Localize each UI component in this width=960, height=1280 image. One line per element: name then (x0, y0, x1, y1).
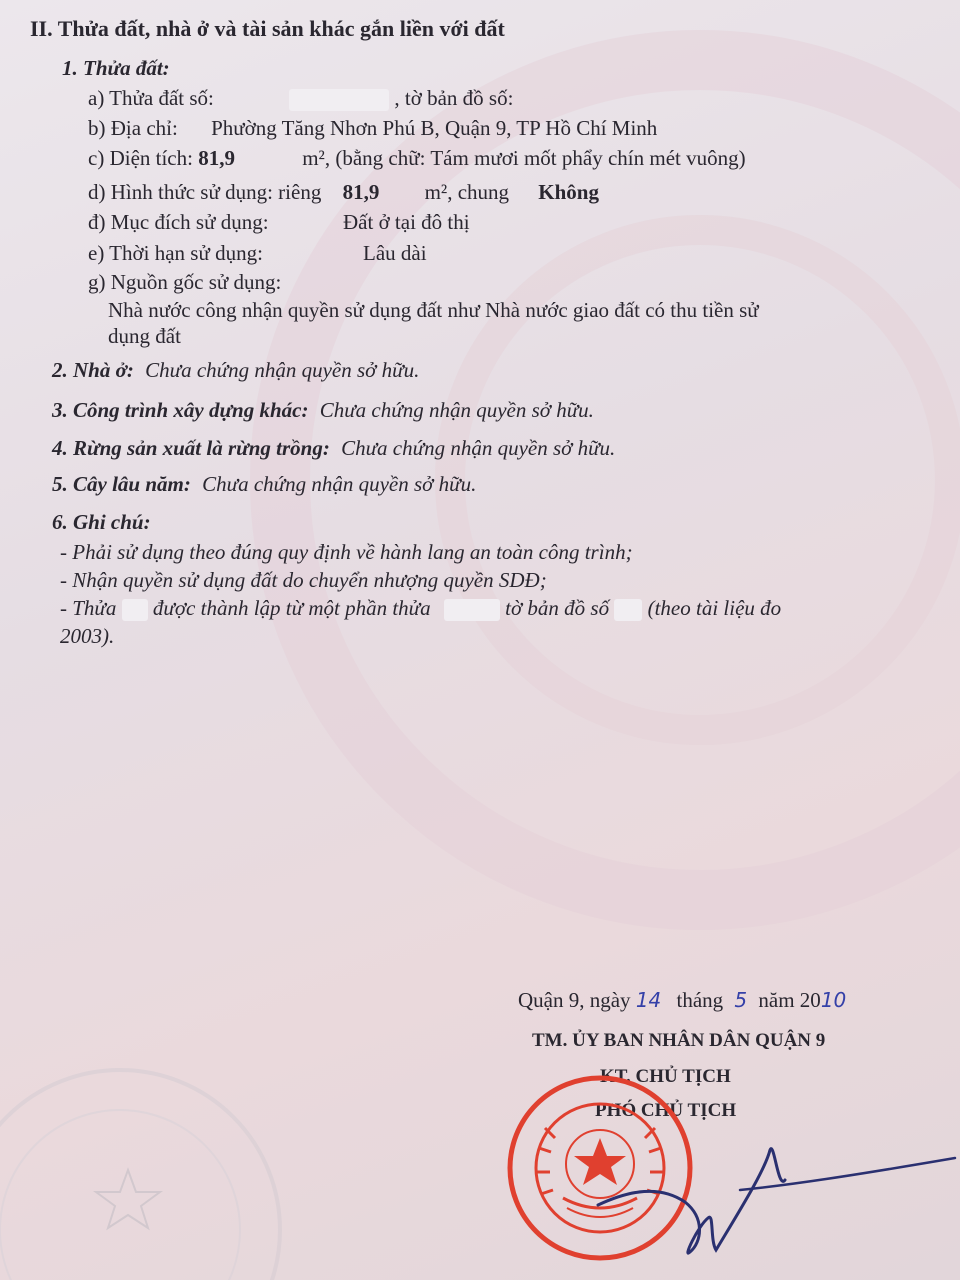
term-row (88, 241, 427, 266)
purpose-label: đ) Mục đích sử dụng: (88, 210, 269, 234)
area-value: 81,9 (198, 146, 235, 170)
private-area-value: 81,9 (342, 180, 380, 204)
parcel-heading: 1. Thửa đất: (62, 56, 170, 80)
handwritten-signature (590, 1130, 960, 1280)
address-value: Phường Tăng Nhơn Phú B, Quận 9, TP Hồ Chí Minh (211, 116, 658, 140)
other-works-label: 3. Công trình xây dựng khác: (52, 398, 309, 422)
usage-form-label: d) Hình thức sử dụng: riêng (88, 180, 322, 204)
note-1: - Phải sử dụng theo đúng quy định về hành lang an toàn công trình; (60, 540, 633, 564)
address-row (88, 116, 657, 141)
redacted-parcel-id (122, 599, 148, 621)
signing-place: Quận 9, ngày (518, 988, 631, 1012)
redacted-source-parcel (444, 599, 500, 621)
notes-heading: 6. Ghi chú: (52, 510, 151, 534)
area-in-words: , (bằng chữ: Tám mươi mốt phẩy chín mét vuông) (324, 146, 746, 170)
note-3-part-c: tờ bản đồ số (505, 596, 610, 620)
origin-label: g) Nguồn gốc sử dụng: (88, 270, 282, 294)
term-value: Lâu dài (363, 241, 427, 265)
term-label: e) Thời hạn sử dụng: (88, 241, 263, 265)
authority-title: TM. ỦY BAN NHÂN DÂN QUẬN 9 (532, 1030, 826, 1051)
parcel-number-row (88, 86, 513, 111)
month-label: tháng (676, 988, 724, 1012)
perennial-label: 5. Cây lâu năm: (52, 472, 191, 496)
forest-label: 4. Rừng sản xuất là rừng trồng: (52, 436, 330, 460)
note-3-part-a: - Thửa (60, 596, 117, 620)
year-label: năm 20 (758, 988, 821, 1012)
redacted-parcel-number (289, 89, 389, 111)
address-label: b) Địa chỉ: (88, 116, 178, 140)
area-row (88, 146, 746, 171)
perennial-row (52, 472, 476, 497)
section-title: II. Thửa đất, nhà ở và tài sản khác gắn liền với đất (30, 16, 505, 41)
signing-day: 14 (635, 988, 662, 1012)
signing-date (518, 988, 846, 1013)
area-label: c) Diện tích: (88, 146, 193, 170)
note-3 (60, 596, 781, 621)
area-unit: m² (302, 146, 325, 170)
vice-chair-title: PHÓ CHỦ TỊCH (595, 1100, 737, 1121)
other-works-row (52, 398, 594, 423)
map-sheet-label: , tờ bản đồ số: (394, 86, 514, 110)
purpose-value: Đất ở tại đô thị (343, 210, 470, 234)
perennial-value: Chưa chứng nhận quyền sở hữu. (202, 472, 477, 496)
note-2: - Nhận quyền sử dụng đất do chuyển nhượng quyền SDĐ; (60, 568, 547, 592)
shared-label: m², chung (424, 180, 510, 204)
note-3-part-d: (theo tài liệu đo (647, 596, 782, 620)
forest-row (52, 436, 615, 461)
house-value: Chưa chứng nhận quyền sở hữu. (145, 358, 420, 382)
other-works-value: Chưa chứng nhận quyền sở hữu. (319, 398, 594, 422)
purpose-row (88, 210, 470, 235)
usage-form-row (88, 180, 599, 205)
house-label: 2. Nhà ở: (52, 358, 134, 382)
origin-value-line-1: Nhà nước công nhận quyền sử dụng đất như Nhà nước giao đất có thu tiền sử (108, 298, 759, 322)
signing-year-suffix: 10 (820, 988, 847, 1012)
origin-value-line-2: dụng đất (108, 324, 181, 348)
signing-month: 5 (734, 988, 748, 1012)
for-chair-title: KT. CHỦ TỊCH (600, 1066, 731, 1087)
redacted-sheet-number (614, 599, 642, 621)
note-3-part-b: được thành lập từ một phần thửa (152, 596, 431, 620)
parcel-number-label: a) Thửa đất số: (88, 86, 214, 110)
forest-value: Chưa chứng nhận quyền sở hữu. (341, 436, 616, 460)
shared-value: Không (538, 180, 599, 204)
house-row (52, 358, 419, 383)
note-3-end: 2003). (60, 624, 115, 648)
